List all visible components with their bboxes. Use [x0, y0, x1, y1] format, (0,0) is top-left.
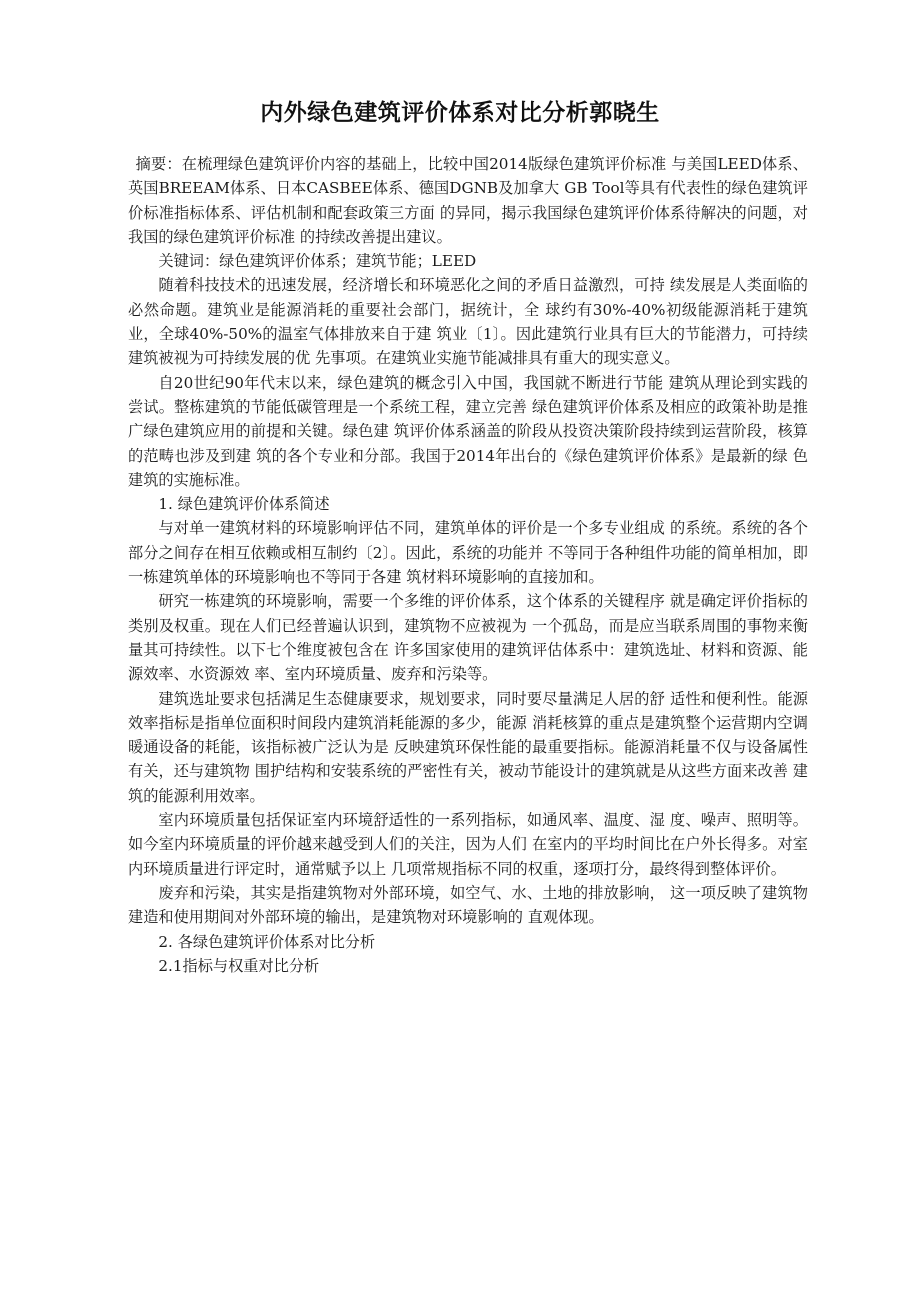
- abstract-paragraph: 摘要：在梳理绿色建筑评价内容的基础上，比较中国2014版绿色建筑评价标准 与美国LEED体系、英国BREEAM体系、日本CASBEE体系、德国DGNB及加拿大 GB Tool等具有代表性的绿色建筑评价标准指标体系、评估机制和配套政策三方面 的异同，揭示我国绿色建筑评价体系待解决的问题，对我国的绿色建筑评价标准 的持续改善提出建议。: [128, 155, 808, 246]
- keywords-line: 关键词：绿色建筑评价体系；建筑节能；LEED: [158, 252, 477, 271]
- subsection-heading-2-1: 2.1指标与权重对比分析: [158, 956, 320, 975]
- body-paragraph-3: 与对单一建筑材料的环境影响评估不同，建筑单体的评价是一个多专业组成 的系统。系统的各个部分之间存在相互依赖或相互制约〔2〕。因此，系统的功能并 不等同于各种组件功能的简单相加，即一栋建筑单体的环境影响也不等同于各建 筑材料环境影响的直接加和。: [128, 519, 808, 587]
- body-paragraph-4: 研究一栋建筑的环境影响，需要一个多维的评价体系，这个体系的关键程序 就是确定评价指标的类别及权重。现在人们已经普遍认识到，建筑物不应被视为 一个孤岛，而是应当联系周围的事物来衡量其可持续性。以下七个维度被包含在 许多国家使用的建筑评估体系中：建筑选址、材料和资源、能源效率、水资源效 率、室内环境质量、废弃和污染等。: [128, 592, 808, 684]
- body-paragraph-2: 自20世纪90年代末以来，绿色建筑的概念引入中国，我国就不断进行节能 建筑从理论到实践的尝试。整栋建筑的节能低碳管理是一个系统工程，建立完善 绿色建筑评价体系及相应的政策补助是推广绿色建筑应用的前提和关键。绿色建 筑评价体系涵盖的阶段从投资决策阶段持续到运营阶段，核算的范畴也涉及到建 筑的各个专业和分部。我国于2014年出台的《绿色建筑评价体系》是最新的绿 色建筑的实施标准。: [128, 373, 808, 489]
- document-body: [128, 152, 808, 978]
- section-heading-1: 1. 绿色建筑评价体系简述: [158, 495, 330, 514]
- body-paragraph-6: 室内环境质量包括保证室内环境舒适性的一系列指标，如通风率、温度、湿 度、噪声、照明等。如今室内环境质量的评价越来越受到人们的关注，因为人们 在室内的平均时间比在户外长得多。对室内环境质量进行评定时，通常赋予以上 几项常规指标不同的权重，逐项打分，最终得到整体评价。: [128, 811, 808, 878]
- document-title: 内外绿色建筑评价体系对比分析郭晓生: [260, 100, 660, 126]
- body-paragraph-7: 废弃和污染，其实是指建筑物对外部环境，如空气、水、土地的排放影响， 这一项反映了建筑物建造和使用期间对外部环境的输出，是建筑物对环境影响的 直观体现。: [128, 883, 808, 927]
- body-paragraph-1: 随着科技技术的迅速发展，经济增长和环境恶化之间的矛盾日益激烈，可持 续发展是人类面临的必然命题。建筑业是能源消耗的重要社会部门，据统计，全 球约有30%-40%初级能源消耗于建筑业，全球40%-50%的温室气体排放来自于建 筑业〔1〕。因此建筑行业具有巨大的节能潜力，可持续建筑被视为可持续发展的优 先事项。在建筑业实施节能减排具有重大的现实意义。: [128, 276, 808, 368]
- body-paragraph-5: 建筑选址要求包括满足生态健康要求，规划要求，同时要尽量满足人居的舒 适性和便利性。能源效率指标是指单位面积时间段内建筑消耗能源的多少，能源 消耗核算的重点是建筑整个运营期内空调暖通设备的耗能，该指标被广泛认为是 反映建筑环保性能的最重要指标。能源消耗量不仅与设备属性有关，还与建筑物 围护结构和安装系统的严密性有关，被动节能设计的建筑就是从这些方面来改善 建筑的能源利用效率。: [128, 689, 808, 805]
- section-heading-2: 2. 各绿色建筑评价体系对比分析: [158, 932, 376, 951]
